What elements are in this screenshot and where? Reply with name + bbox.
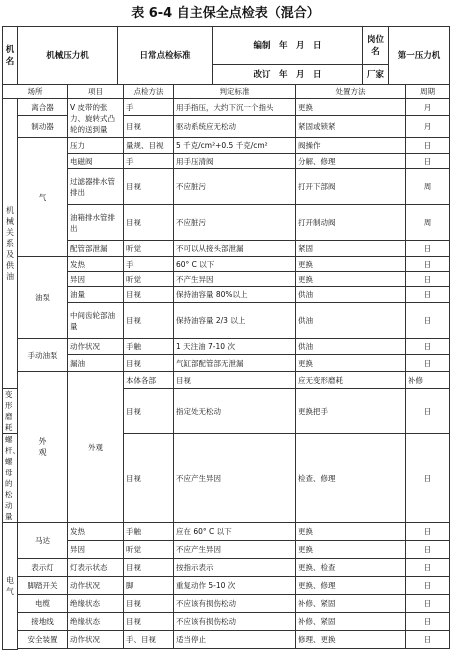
standard-cell: 不应脏污 <box>174 169 296 205</box>
item-cell: 配管部泄漏 <box>68 241 124 257</box>
cycle-cell: 日 <box>406 303 450 339</box>
item-cell: 压力 <box>68 138 124 154</box>
subgroup-label: 离合器 <box>18 99 68 116</box>
method-cell: 手 <box>124 154 174 169</box>
table-row <box>3 577 450 595</box>
table-row <box>3 523 450 541</box>
table-row <box>3 339 450 355</box>
table-row <box>3 241 450 257</box>
standard-cell: 60° C 以下 <box>174 257 296 272</box>
item-cell: 中间齿轮部油量 <box>68 303 124 339</box>
item-cell: 动作状况 <box>68 577 124 595</box>
item-cell: 绝缘状态 <box>68 613 124 631</box>
standard-cell: 重复动作 5-10 次 <box>174 577 296 595</box>
subgroup-label: 手动油泵 <box>18 339 68 372</box>
subgroup-label: 气 <box>18 138 68 257</box>
table-row <box>3 154 450 169</box>
action-cell: 更换 <box>296 541 406 559</box>
standard-cell: 驱动系统应无松动 <box>174 116 296 138</box>
action-cell: 供油 <box>296 303 406 339</box>
table-row <box>3 541 450 559</box>
method-cell: 目视 <box>124 116 174 138</box>
action-cell: 打开下部阀 <box>296 169 406 205</box>
standard-cell: 保持油容量 80%以上 <box>174 287 296 303</box>
header-table <box>2 26 450 85</box>
action-cell: 更换 <box>296 257 406 272</box>
col-header-method: 点检方法 <box>124 84 174 99</box>
cycle-cell: 日 <box>406 154 450 169</box>
inspection-table <box>2 84 450 650</box>
table-row <box>3 272 450 287</box>
action-cell: 更换、检查 <box>296 559 406 577</box>
method-cell: 目视 <box>124 303 174 339</box>
col-header-cycle: 周期 <box>406 84 450 99</box>
standard-cell: 指定处无松动 <box>174 389 296 434</box>
action-cell: 更换 <box>296 355 406 372</box>
method-cell: 目视 <box>174 372 296 389</box>
column-header-row <box>3 84 450 99</box>
method-cell: 听觉 <box>124 541 174 559</box>
action-cell: 供油 <box>296 287 406 303</box>
method-cell: 手 <box>124 257 174 272</box>
method-cell: 目视 <box>124 355 174 372</box>
factory-label: 厂家 <box>363 65 389 85</box>
item-cell: 过滤器排水管排出 <box>68 169 124 205</box>
table-row <box>3 559 450 577</box>
table-row <box>3 169 450 205</box>
standard-cell: 不产生异因 <box>174 272 296 287</box>
subgroup-label: 油泵 <box>18 257 68 339</box>
method-cell: 脚 <box>124 577 174 595</box>
table-row <box>3 303 450 339</box>
action-cell: 更换 <box>296 523 406 541</box>
standard-cell: 不应产生异因 <box>174 434 296 523</box>
col-header-standard: 判定标准 <box>174 84 296 99</box>
method-cell: 目视 <box>124 287 174 303</box>
action-cell: 补修 <box>406 372 450 389</box>
cycle-cell: 日 <box>406 241 450 257</box>
method-cell: 目视 <box>124 389 174 434</box>
item-cell: 螺杆、螺母的松动量 <box>3 434 18 523</box>
table-row-spacer <box>3 649 450 650</box>
cycle-cell: 日 <box>406 434 450 523</box>
item-cell: 电磁阀 <box>68 154 124 169</box>
cycle-cell: 日 <box>406 523 450 541</box>
cycle-cell: 周 <box>406 169 450 205</box>
action-cell: 更换把手 <box>296 389 406 434</box>
table-row <box>3 257 450 272</box>
method-cell: 手触 <box>124 523 174 541</box>
standard-label: 日常点检标准 <box>118 27 213 85</box>
standard-cell: 用手指压，大约下沉一个指头 <box>174 99 296 116</box>
action-cell: 紧固 <box>296 241 406 257</box>
standard-cell: 用手压清阀 <box>174 154 296 169</box>
standard-cell: 1 天注油 7-10 次 <box>174 339 296 355</box>
group-label-appearance: 外观 <box>18 372 68 523</box>
cycle-cell: 日 <box>406 631 450 649</box>
standard-cell: 应在 60° C 以下 <box>174 523 296 541</box>
cycle-cell: 月 <box>406 99 450 116</box>
item-cell: 动作状况 <box>68 339 124 355</box>
group-label-machinery: 机械关系及供油 <box>3 99 18 389</box>
cycle-cell: 日 <box>406 541 450 559</box>
standard-cell: 不应产生异因 <box>174 541 296 559</box>
cycle-cell: 日 <box>406 595 450 613</box>
table-row <box>3 138 450 154</box>
table-row <box>3 355 450 372</box>
action-cell: 阀操作 <box>296 138 406 154</box>
item-cell: 变形磨耗 <box>3 389 18 434</box>
cycle-cell: 周 <box>406 205 450 241</box>
cycle-cell: 日 <box>406 339 450 355</box>
item-cell: 绝缘状态 <box>68 595 124 613</box>
action-cell: 分解、修理 <box>296 154 406 169</box>
col-header-item: 项目 <box>68 84 124 99</box>
subgroup-label: 安全装置 <box>18 631 68 649</box>
standard-cell: 不应该有损伤松动 <box>174 613 296 631</box>
standard-cell: 气缸部配管部无泄漏 <box>174 355 296 372</box>
action-cell: 打开制动阀 <box>296 205 406 241</box>
cycle-cell: 日 <box>406 287 450 303</box>
subgroup-label: 外观 <box>68 372 124 523</box>
standard-cell: 不应该有损伤松动 <box>174 595 296 613</box>
method-cell: 目视 <box>124 613 174 631</box>
action-cell: 修理、更换 <box>296 631 406 649</box>
revise-date: 改订 年 月 日 <box>213 65 363 85</box>
action-cell: 更换 <box>296 99 406 116</box>
action-cell: 更换、修理 <box>296 577 406 595</box>
table-row <box>3 613 450 631</box>
subgroup-label: 马达 <box>18 523 68 559</box>
item-cell: 发热 <box>68 523 124 541</box>
cycle-cell: 日 <box>406 272 450 287</box>
method-cell: 手触 <box>124 339 174 355</box>
method-cell: 目视 <box>124 559 174 577</box>
compile-date: 编制 年 月 日 <box>213 27 363 65</box>
method-cell: 听觉 <box>124 272 174 287</box>
cycle-cell: 日 <box>406 613 450 631</box>
standard-cell: 不应脏污 <box>174 205 296 241</box>
standard-cell: 5 千克/cm²+0.5 千克/cm² <box>174 138 296 154</box>
item-cell: 异因 <box>68 541 124 559</box>
item-cell: 动作状况 <box>68 631 124 649</box>
subgroup-label: 接地线 <box>18 613 68 631</box>
item-cell: 异因 <box>68 272 124 287</box>
subgroup-label: 表示灯 <box>18 559 68 577</box>
item-cell: 本体各部 <box>124 372 174 389</box>
item-cell: 油箱排水管排出 <box>68 205 124 241</box>
action-cell: 检查、修理 <box>296 434 406 523</box>
cycle-cell: 日 <box>406 577 450 595</box>
machine-name-value: 机械压力机 <box>18 27 118 85</box>
action-cell: 补修、紧固 <box>296 595 406 613</box>
table-row <box>3 287 450 303</box>
subgroup-label: 电缆 <box>18 595 68 613</box>
col-header-place: 场所 <box>3 84 68 99</box>
item-cell: 漏油 <box>68 355 124 372</box>
table-row <box>3 595 450 613</box>
subgroup-label: 脚踏开关 <box>18 577 68 595</box>
item-cell: 发热 <box>68 257 124 272</box>
subgroup-label: 制动器 <box>18 116 68 138</box>
machine-name-label: 机名 <box>3 27 18 85</box>
method-cell: 目视 <box>124 595 174 613</box>
method-cell: 量规、目视 <box>124 138 174 154</box>
method-cell: 目视 <box>124 169 174 205</box>
method-cell: 听觉 <box>124 241 174 257</box>
cycle-cell: 日 <box>406 355 450 372</box>
action-cell: 更换 <box>296 272 406 287</box>
standard-cell: 保持油容量 2/3 以上 <box>174 303 296 339</box>
cycle-cell: 日 <box>406 559 450 577</box>
cycle-cell: 日 <box>406 138 450 154</box>
table-row <box>3 205 450 241</box>
cycle-cell: 月 <box>406 116 450 138</box>
table-row <box>3 631 450 649</box>
item-cell: 灯表示状态 <box>68 559 124 577</box>
cycle-cell: 日 <box>406 257 450 272</box>
action-cell: 紧固或锁紧 <box>296 116 406 138</box>
method-cell: 手、目视 <box>124 631 174 649</box>
standard-cell: 不可以从接头部泄漏 <box>174 241 296 257</box>
table-title: 表 6-4 自主保全点检表（混合） <box>131 6 320 21</box>
post-value: 第一压力机 <box>389 27 450 85</box>
method-cell: 目视 <box>124 434 174 523</box>
table-row <box>3 372 450 389</box>
group-label-electrical: 电气 <box>3 523 18 650</box>
item-cell: V 皮带的张力、旋转式凸轮的送到量 <box>68 99 124 138</box>
action-cell: 供油 <box>296 339 406 355</box>
standard-cell: 应无变形磨耗 <box>296 372 406 389</box>
standard-cell: 按指示表示 <box>174 559 296 577</box>
method-cell: 目视 <box>124 205 174 241</box>
post-label: 岗位名 <box>363 27 389 65</box>
col-header-action: 处置方法 <box>296 84 406 99</box>
item-cell: 油量 <box>68 287 124 303</box>
action-cell: 补修、紧固 <box>296 613 406 631</box>
method-cell: 手 <box>124 99 174 116</box>
standard-cell: 适当停止 <box>174 631 296 649</box>
table-row <box>3 99 450 116</box>
cycle-cell: 日 <box>406 389 450 434</box>
